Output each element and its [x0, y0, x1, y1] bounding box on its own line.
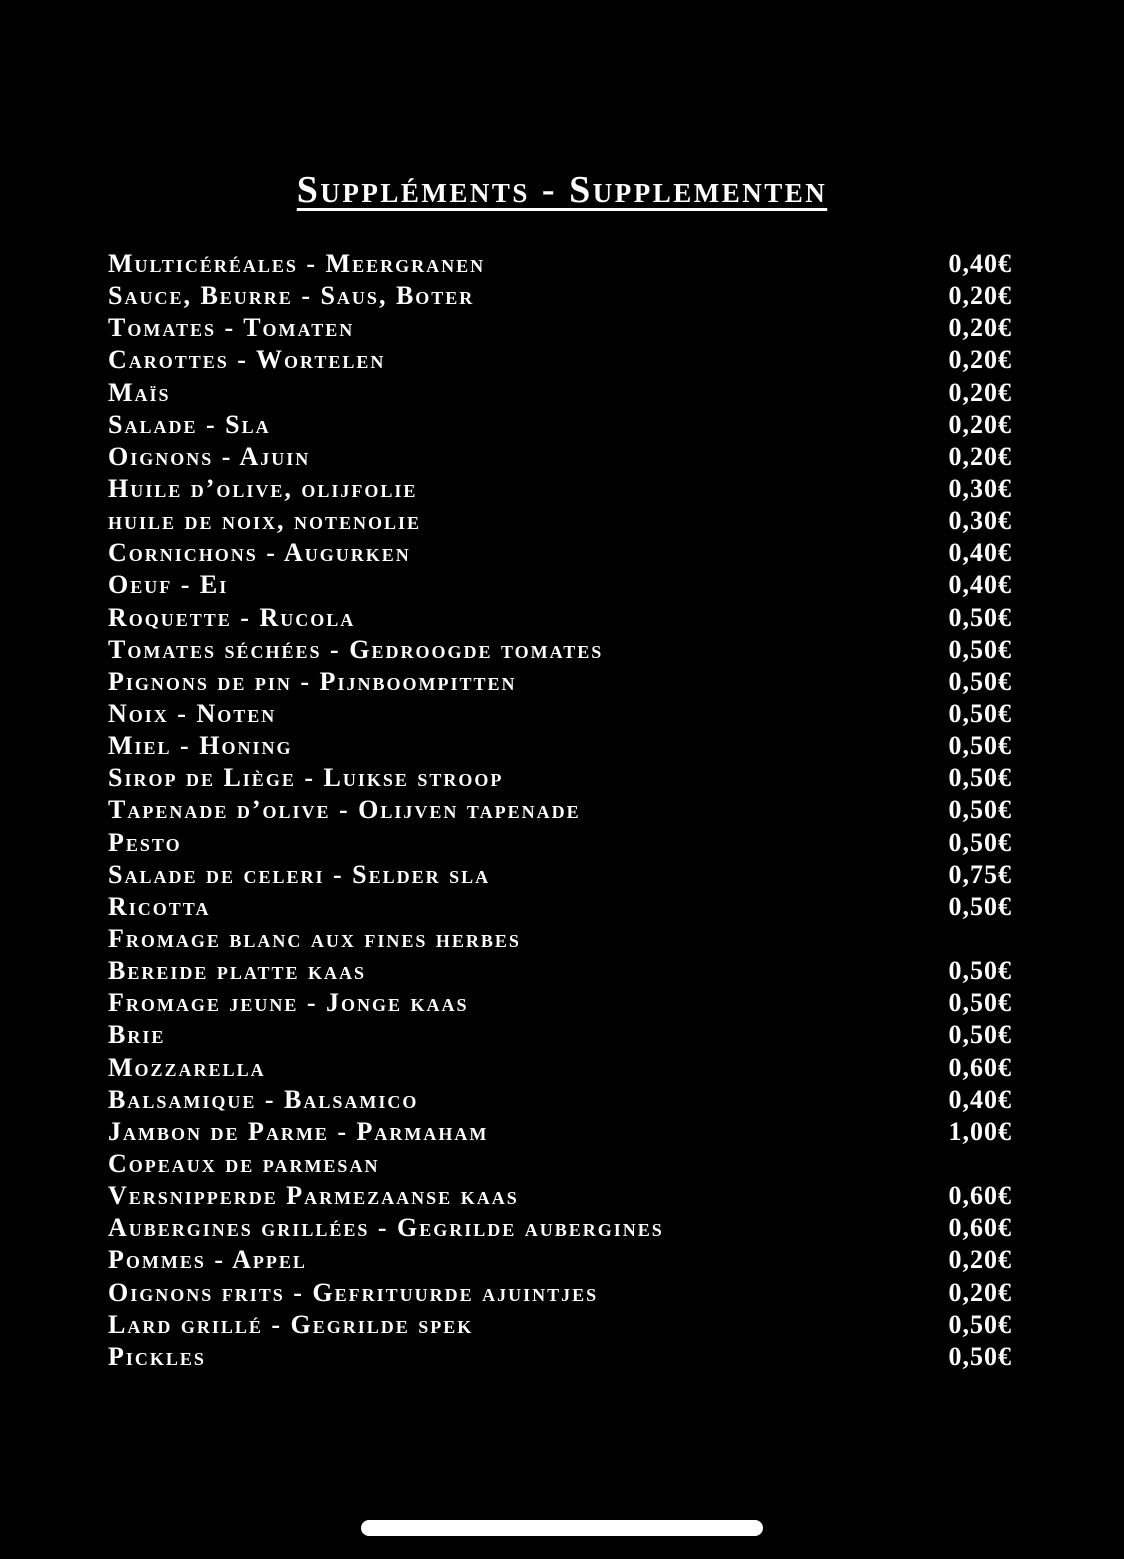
item-name: Oignons frits - Gefrituurde ajuintjes [108, 1277, 599, 1307]
list-item [108, 1309, 1012, 1341]
list-item [108, 312, 1012, 344]
item-name: Salade - Sla [108, 409, 271, 439]
item-price: 0,50€ [948, 1341, 1012, 1371]
item-name: Bereide platte kaas [108, 956, 367, 986]
list-item [108, 602, 1012, 634]
supplements-list [108, 248, 1012, 1373]
item-price: 0,20€ [948, 1245, 1012, 1275]
item-name: Pesto [108, 827, 182, 857]
list-item [108, 859, 1012, 891]
list-item [108, 569, 1012, 601]
item-name: Roquette - Rucola [108, 602, 356, 632]
item-price: 0,60€ [948, 1181, 1012, 1211]
item-name: huile de noix, notenolie [108, 506, 422, 536]
item-name: Pommes - Appel [108, 1245, 307, 1275]
list-item [108, 891, 1012, 923]
list-item [108, 1180, 1012, 1212]
list-item [108, 730, 1012, 762]
item-price: 0,60€ [948, 1213, 1012, 1243]
item-price: 0,30€ [948, 473, 1012, 503]
list-item [108, 409, 1012, 441]
list-item [108, 1052, 1012, 1084]
item-name: Fromage blanc aux fines herbes [108, 923, 521, 953]
list-item [108, 955, 1012, 987]
list-item [108, 473, 1012, 505]
item-name: Tapenade d’olive - Olijven tapenade [108, 795, 581, 825]
item-price: 0,20€ [948, 441, 1012, 471]
item-price: 0,50€ [948, 827, 1012, 857]
item-price: 0,40€ [948, 249, 1012, 278]
list-item [108, 666, 1012, 698]
list-item [108, 1116, 1012, 1148]
item-price: 0,40€ [948, 538, 1012, 568]
home-indicator[interactable] [361, 1520, 763, 1536]
item-price: 0,50€ [948, 1020, 1012, 1050]
item-name: Noix - Noten [108, 698, 277, 728]
item-price: 0,20€ [948, 281, 1012, 311]
item-name: Jambon de Parme - Parmaham [108, 1116, 489, 1146]
item-name: Huile d’olive, olijfolie [108, 473, 418, 503]
item-name: Mozzarella [108, 1052, 266, 1082]
item-name: Multicéréales - Meergranen [108, 249, 486, 278]
item-price: 0,20€ [948, 313, 1012, 343]
list-item [108, 1244, 1012, 1276]
item-price: 0,50€ [948, 731, 1012, 761]
item-name: Carottes - Wortelen [108, 345, 386, 375]
list-item [108, 1277, 1012, 1309]
item-name: Oeuf - Ei [108, 570, 229, 600]
item-name: Copeaux de parmesan [108, 1148, 380, 1178]
item-name: Tomates - Tomaten [108, 313, 355, 343]
item-price: 0,50€ [948, 891, 1012, 921]
item-price: 1,00€ [948, 1116, 1012, 1146]
item-name: Sirop de Liège - Luikse stroop [108, 763, 504, 793]
item-name: Cornichons - Augurken [108, 538, 411, 568]
item-name: Oignons - Ajuin [108, 441, 311, 471]
item-price: 0,20€ [948, 377, 1012, 407]
item-name: Sauce, Beurre - Saus, Boter [108, 281, 475, 311]
list-item [108, 923, 1012, 955]
item-price: 0,50€ [948, 763, 1012, 793]
page-title: Suppléments - Supplementen [296, 169, 828, 211]
item-price: 0,50€ [948, 602, 1012, 632]
list-item [108, 377, 1012, 409]
item-name: Fromage jeune - Jonge kaas [108, 988, 469, 1018]
list-item [108, 505, 1012, 537]
item-price: 0,50€ [948, 698, 1012, 728]
item-name: Aubergines grillées - Gegrilde aubergines [108, 1213, 664, 1243]
item-price: 0,20€ [948, 345, 1012, 375]
item-price: 0,50€ [948, 1309, 1012, 1339]
item-price: 0,50€ [948, 666, 1012, 696]
item-price: 0,30€ [948, 506, 1012, 536]
list-item [108, 344, 1012, 376]
list-item [108, 1019, 1012, 1051]
item-price: 0,75€ [948, 859, 1012, 889]
list-item [108, 280, 1012, 312]
list-item [108, 827, 1012, 859]
item-name: Balsamique - Balsamico [108, 1084, 419, 1114]
item-price: 0,40€ [948, 1084, 1012, 1114]
item-name: Ricotta [108, 891, 211, 921]
item-name: Lard grillé - Gegrilde spek [108, 1309, 474, 1339]
list-item [108, 794, 1012, 826]
list-item [108, 248, 1012, 280]
item-name: Miel - Honing [108, 731, 293, 761]
item-price: 0,40€ [948, 570, 1012, 600]
item-price: 0,50€ [948, 795, 1012, 825]
item-price: 0,50€ [948, 988, 1012, 1018]
list-item [108, 1341, 1012, 1373]
item-price: 0,20€ [948, 409, 1012, 439]
item-price: 0,50€ [948, 956, 1012, 986]
list-item [108, 987, 1012, 1019]
list-item [108, 1084, 1012, 1116]
item-name: Pickles [108, 1341, 206, 1371]
item-name: Maïs [108, 377, 171, 407]
list-item [108, 1148, 1012, 1180]
item-price: 0,50€ [948, 634, 1012, 664]
list-item [108, 441, 1012, 473]
list-item [108, 537, 1012, 569]
item-price: 0,20€ [948, 1277, 1012, 1307]
item-name: Pignons de pin - Pijnboompitten [108, 666, 517, 696]
item-name: Tomates séchées - Gedroogde tomates [108, 634, 604, 664]
list-item [108, 698, 1012, 730]
list-item [108, 1212, 1012, 1244]
item-name: Salade de celeri - Selder sla [108, 859, 491, 889]
list-item [108, 762, 1012, 794]
item-name: Brie [108, 1020, 166, 1050]
item-price: 0,60€ [948, 1052, 1012, 1082]
item-name: Versnipperde Parmezaanse kaas [108, 1181, 519, 1211]
list-item [108, 634, 1012, 666]
